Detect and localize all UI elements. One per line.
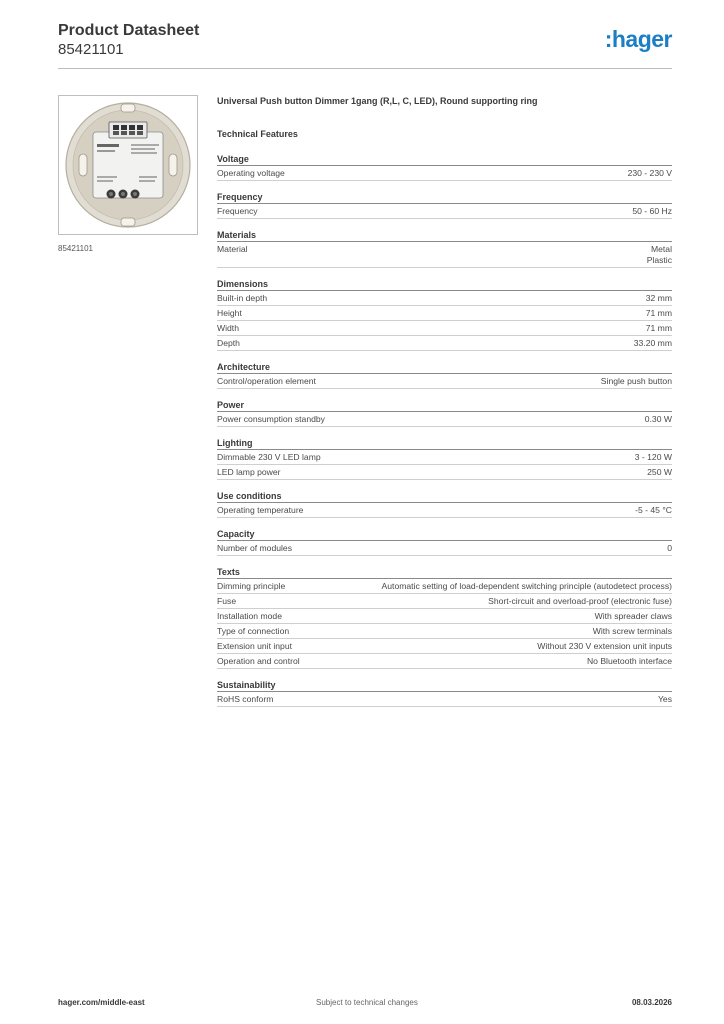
spec-value-line: 230 - 230 V	[627, 168, 672, 178]
spec-value-line: Metal	[650, 244, 672, 254]
spec-section	[217, 528, 672, 556]
spec-value	[488, 596, 672, 607]
section-title: Frequency	[217, 191, 672, 204]
spec-value	[601, 376, 672, 387]
spec-value	[645, 414, 672, 425]
spec-row	[217, 624, 672, 639]
footer-notice: Subject to technical changes	[316, 998, 418, 1007]
spec-row	[217, 204, 672, 219]
spec-value-line: 71 mm	[645, 308, 672, 318]
footer-website: hager.com/middle-east	[58, 998, 145, 1007]
header-divider	[58, 68, 672, 69]
spec-label: Material	[217, 244, 248, 254]
product-image	[58, 95, 198, 235]
spec-row	[217, 306, 672, 321]
spec-section	[217, 153, 672, 181]
spec-row	[217, 541, 672, 556]
spec-label: Dimming principle	[217, 581, 286, 591]
spec-value-line: 33.20 mm	[633, 338, 672, 348]
spec-section	[217, 399, 672, 427]
spec-value-line: With spreader claws	[594, 611, 672, 621]
spec-row	[217, 374, 672, 389]
page-header	[58, 22, 672, 70]
section-title: Architecture	[217, 361, 672, 374]
spec-label: LED lamp power	[217, 467, 281, 477]
spec-value-line: 0	[667, 543, 672, 553]
spec-row	[217, 336, 672, 351]
product-number: 85421101	[58, 41, 124, 58]
spec-value	[537, 641, 672, 652]
features-heading: Technical Features	[217, 129, 298, 139]
spec-section	[217, 679, 672, 707]
spec-value	[593, 626, 672, 637]
spec-value-line: -5 - 45 °C	[635, 505, 672, 515]
spec-value-line: 32 mm	[645, 293, 672, 303]
spec-label: Type of connection	[217, 626, 290, 636]
spec-row	[217, 594, 672, 609]
spec-section	[217, 566, 672, 669]
spec-value-line: No Bluetooth interface	[586, 656, 672, 666]
spec-label: Installation mode	[217, 611, 282, 621]
section-title: Sustainability	[217, 679, 672, 692]
product-name: Universal Push button Dimmer 1gang (R,L, C, LED), Round supporting ring	[217, 96, 538, 106]
spec-value-line: Single push button	[600, 376, 672, 386]
section-title: Dimensions	[217, 278, 672, 291]
spec-value	[667, 543, 672, 554]
spec-value	[646, 308, 672, 319]
section-title: Materials	[217, 229, 672, 242]
spec-value-line: Without 230 V extension unit inputs	[537, 641, 672, 651]
section-title: Use conditions	[217, 490, 672, 503]
spec-value-line: 3 - 120 W	[634, 452, 672, 462]
logo-text: hager	[611, 26, 672, 52]
spec-value	[658, 694, 672, 705]
spec-value-line: With screw terminals	[592, 626, 672, 636]
spec-value	[646, 323, 672, 334]
spec-label: Operating voltage	[217, 168, 285, 178]
spec-row	[217, 503, 672, 518]
spec-value-line: 50 - 60 Hz	[632, 206, 672, 216]
spec-value-line: 71 mm	[645, 323, 672, 333]
spec-value-line: Plastic	[646, 255, 672, 265]
dimmer-insert-illustration	[59, 96, 197, 234]
section-title: Voltage	[217, 153, 672, 166]
spec-value	[635, 505, 672, 516]
spec-label: Height	[217, 308, 242, 318]
section-title: Texts	[217, 566, 672, 579]
spec-value	[634, 338, 672, 349]
spec-value-line: 250 W	[647, 467, 672, 477]
datasheet-content	[217, 95, 672, 707]
spec-row	[217, 242, 672, 268]
spec-row	[217, 609, 672, 624]
spec-row	[217, 321, 672, 336]
spec-row	[217, 639, 672, 654]
brand-logo: :hager	[604, 26, 672, 52]
spec-label: Frequency	[217, 206, 258, 216]
spec-label: Control/operation element	[217, 376, 316, 386]
spec-label: Depth	[217, 338, 240, 348]
spec-sections	[217, 153, 672, 707]
spec-value-line: Yes	[657, 694, 672, 704]
spec-row	[217, 291, 672, 306]
spec-value	[595, 611, 672, 622]
footer-date: 08.03.2026	[631, 998, 672, 1007]
spec-label: Width	[217, 323, 239, 333]
spec-label: Power consumption standby	[217, 414, 325, 424]
spec-section	[217, 278, 672, 351]
spec-value	[647, 244, 672, 266]
spec-value-line: Automatic setting of load-dependent switching principle (autodetect process)	[381, 581, 672, 591]
spec-label: Built-in depth	[217, 293, 268, 303]
spec-label: Number of modules	[217, 543, 292, 553]
spec-row	[217, 692, 672, 707]
spec-value	[632, 206, 672, 217]
spec-label: Operation and control	[217, 656, 300, 666]
spec-label: Dimmable 230 V LED lamp	[217, 452, 321, 462]
spec-section	[217, 437, 672, 480]
spec-row	[217, 166, 672, 181]
spec-label: Fuse	[217, 596, 237, 606]
spec-value	[628, 168, 672, 179]
spec-value-line: Short-circuit and overload-proof (electronic fuse)	[488, 596, 672, 606]
spec-label: Operating temperature	[217, 505, 304, 515]
spec-section	[217, 490, 672, 518]
image-caption: 85421101	[58, 244, 93, 253]
spec-value	[647, 467, 672, 478]
spec-value-line: 0.30 W	[644, 414, 672, 424]
page-title: Product Datasheet	[58, 22, 200, 39]
spec-row	[217, 465, 672, 480]
spec-row	[217, 654, 672, 669]
spec-value	[587, 656, 672, 667]
section-title: Capacity	[217, 528, 672, 541]
spec-row	[217, 412, 672, 427]
spec-value	[382, 581, 672, 592]
spec-label: Extension unit input	[217, 641, 293, 651]
spec-section	[217, 361, 672, 389]
spec-value	[635, 452, 672, 463]
spec-section	[217, 191, 672, 219]
spec-value	[646, 293, 672, 304]
spec-row	[217, 450, 672, 465]
spec-label: RoHS conform	[217, 694, 274, 704]
section-title: Lighting	[217, 437, 672, 450]
section-title: Power	[217, 399, 672, 412]
spec-section	[217, 229, 672, 268]
spec-row	[217, 579, 672, 594]
